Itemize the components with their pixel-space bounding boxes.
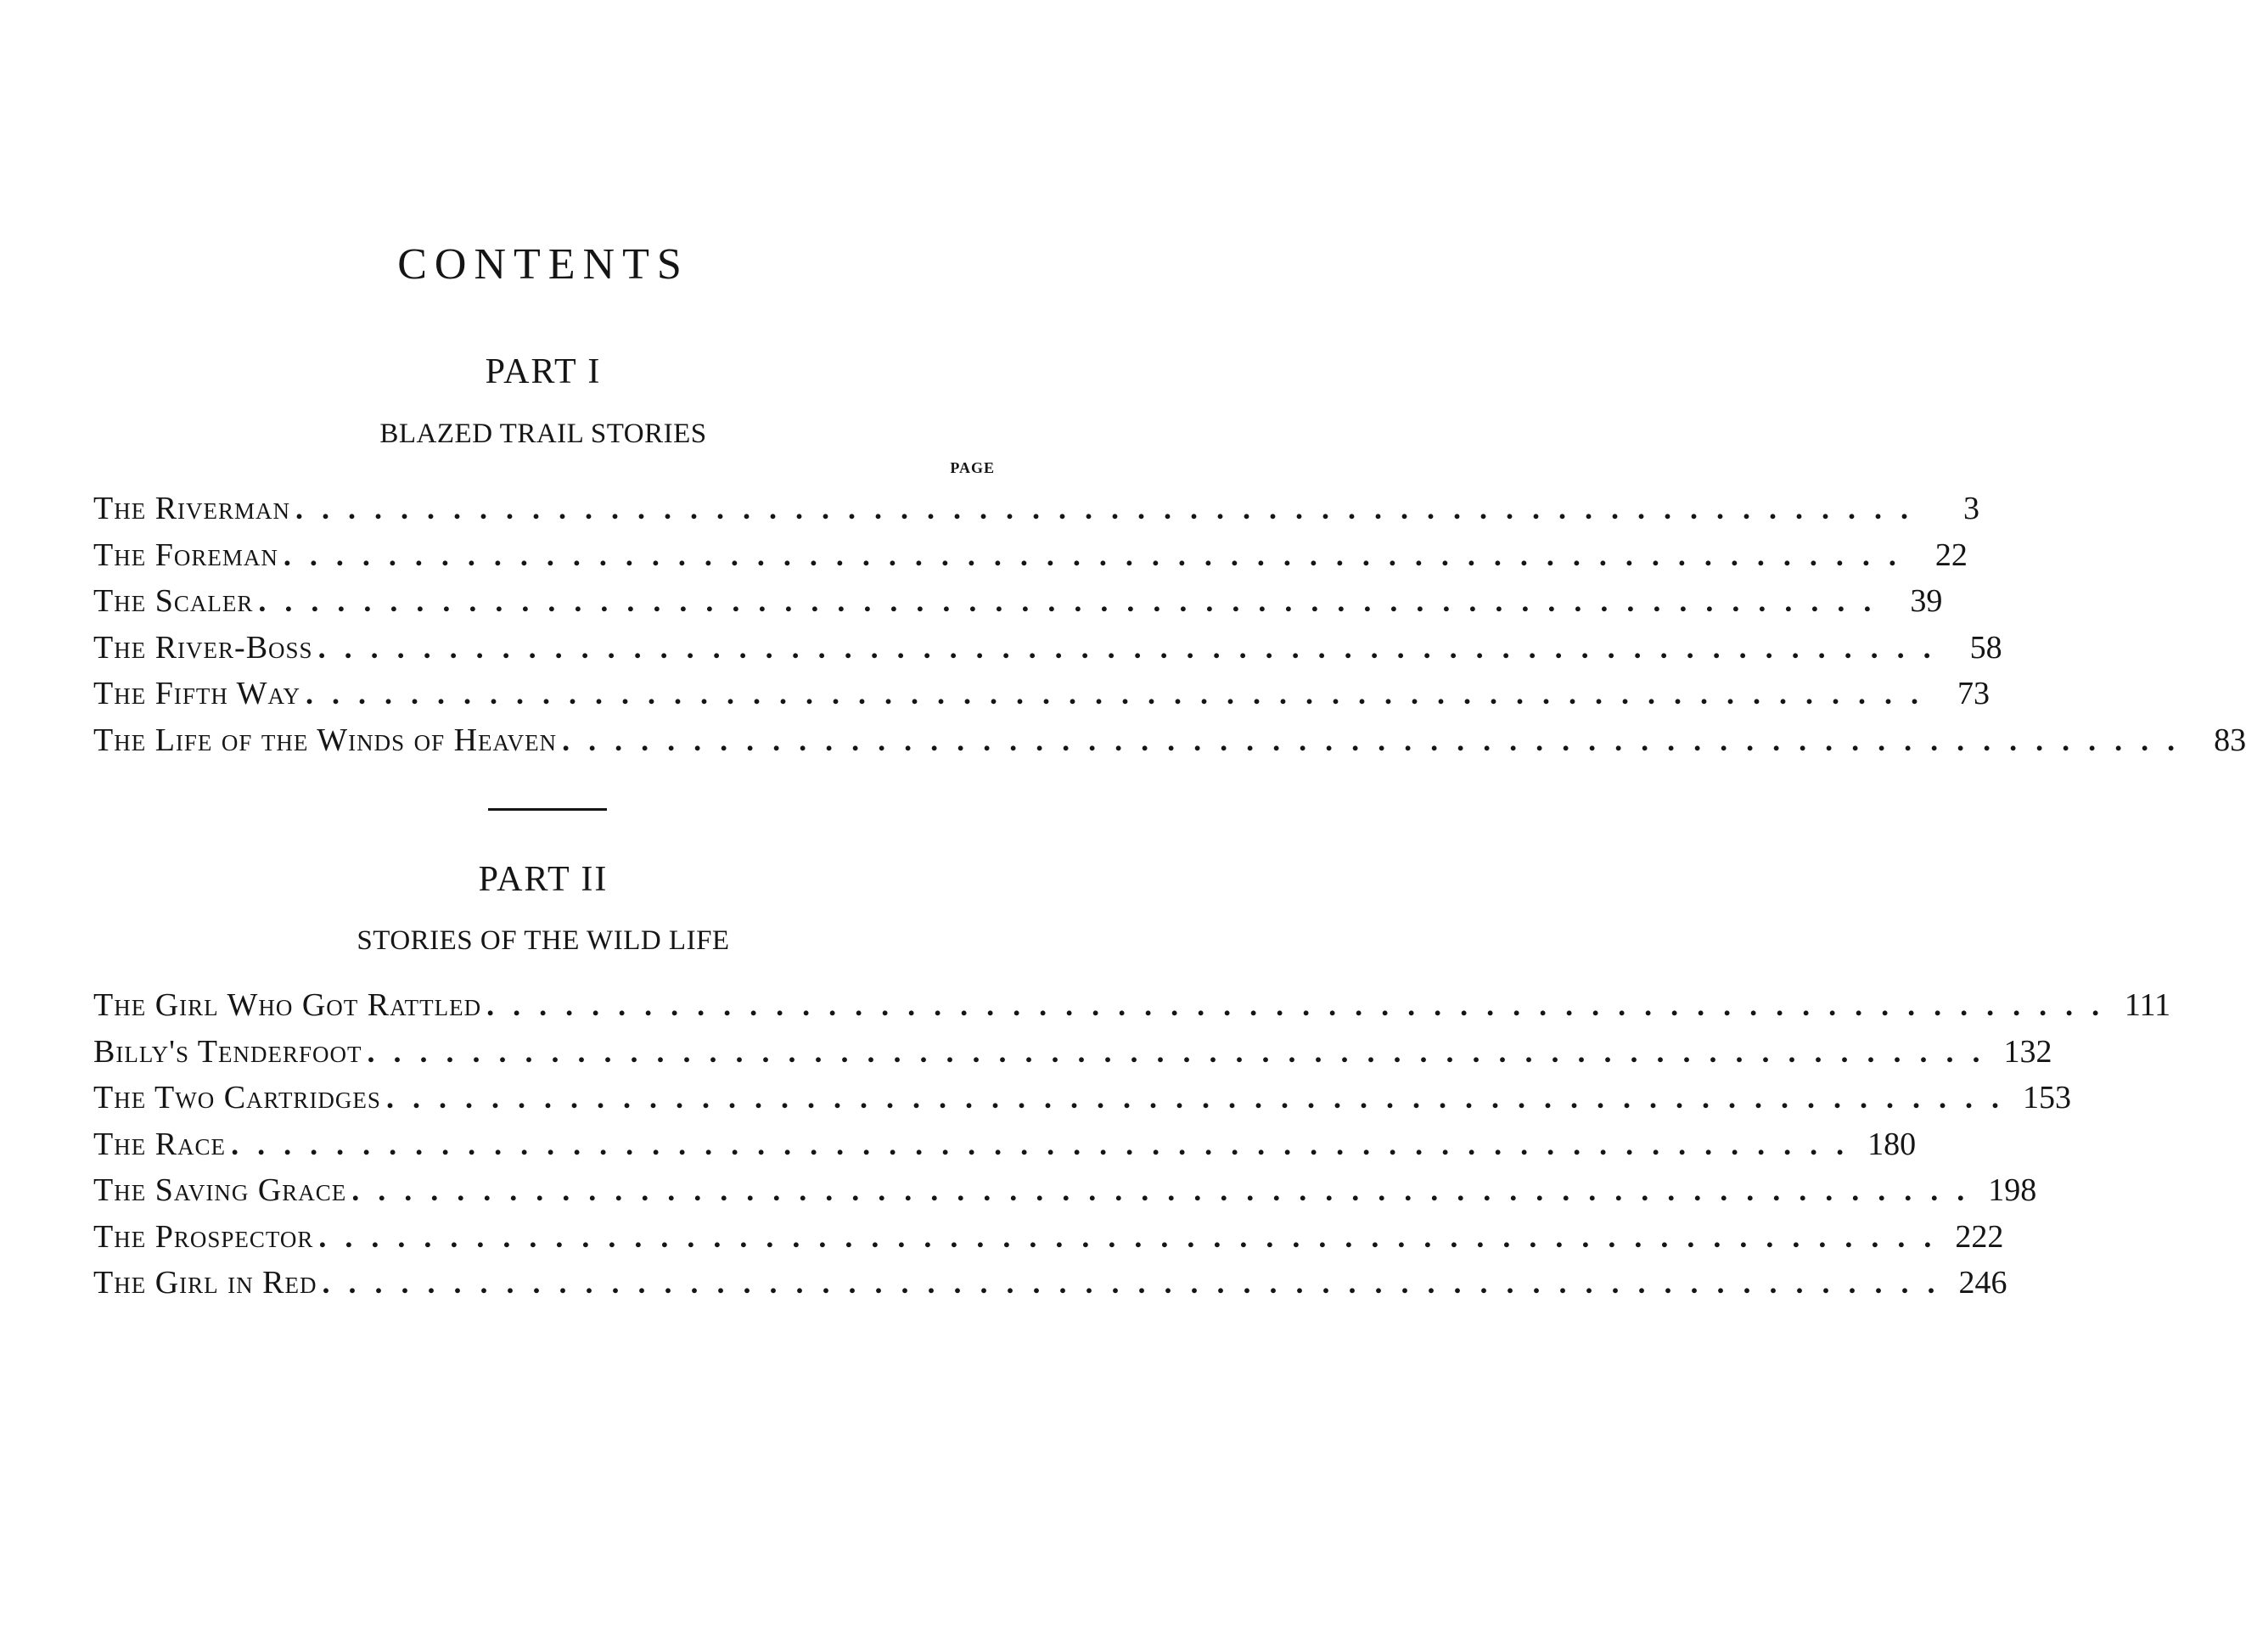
toc-entry-title: The Prospector (93, 1218, 314, 1255)
leader-dots: .............................................................. (231, 1127, 1863, 1161)
toc-entry-page: 58 (1969, 629, 2002, 666)
leader-dots: .............................................................. (351, 1173, 1984, 1207)
toc-entry-page: 132 (2003, 1033, 2052, 1070)
toc-entry[interactable] (93, 717, 2246, 764)
toc-entry-page: 222 (1955, 1218, 2004, 1255)
part-1-heading: PART I (485, 352, 602, 391)
toc-entry-page: 153 (2022, 1080, 2071, 1115)
section-divider (488, 808, 607, 811)
toc-entry-page: 180 (1867, 1126, 1917, 1162)
toc-entry[interactable] (93, 1167, 2037, 1214)
toc-entry-title: The River-Boss (93, 629, 313, 666)
toc-entry-title: The Foreman (93, 537, 278, 573)
toc-entry[interactable] (93, 671, 1991, 717)
leader-dots: .............................................................. (322, 1266, 1954, 1300)
toc-entry[interactable] (93, 1075, 2071, 1121)
page-column-label: PAGE (950, 459, 995, 476)
toc-entry-page: 246 (1958, 1265, 2007, 1301)
toc-entry-title: The Two Cartridges (93, 1080, 381, 1115)
toc-entry-title: The Life of the Winds of Heaven (93, 722, 558, 758)
toc-entry-page: 111 (2124, 987, 2171, 1023)
toc-entry-title: The Girl in Red (93, 1265, 317, 1301)
toc-entry[interactable] (93, 578, 1943, 625)
leader-dots: .............................................................. (283, 537, 1915, 572)
leader-dots: .............................................................. (318, 1219, 1951, 1254)
toc-entry-page: 83 (2214, 722, 2246, 758)
toc-entry-page: 73 (1957, 676, 1991, 711)
leader-dots: .............................................................. (258, 584, 1890, 618)
part-1-entries (93, 486, 2246, 763)
leader-dots: .............................................................. (367, 1034, 1999, 1069)
contents-title: CONTENTS (397, 240, 689, 289)
part-2-entries (93, 982, 2171, 1306)
toc-entry[interactable] (93, 625, 2002, 671)
toc-entry-title: The Girl Who Got Rattled (93, 987, 482, 1023)
part-2-subtitle: STORIES OF THE WILD LIFE (357, 925, 730, 956)
toc-entry[interactable] (93, 1029, 2052, 1076)
toc-entry-page: 3 (1963, 491, 1980, 526)
toc-entry[interactable] (93, 1260, 2007, 1306)
toc-entry-page: 22 (1934, 537, 1968, 573)
toc-entry-title: The Race (93, 1126, 227, 1162)
toc-entry[interactable] (93, 486, 1980, 532)
leader-dots: .............................................................. (317, 630, 1950, 665)
leader-dots: .............................................................. (295, 492, 1928, 525)
toc-entry-title: Billy's Tenderfoot (93, 1033, 362, 1070)
toc-entry-page: 39 (1910, 583, 1943, 619)
toc-entry-title: The Scaler (93, 583, 254, 619)
leader-dots: .............................................................. (385, 1081, 2018, 1115)
toc-entry-title: The Riverman (93, 491, 291, 526)
part-2-heading: PART II (478, 860, 609, 899)
toc-entry[interactable] (93, 982, 2171, 1029)
part-1-subtitle: BLAZED TRAIL STORIES (379, 419, 707, 449)
toc-entry[interactable] (93, 1121, 1917, 1168)
leader-dots: .............................................................. (306, 677, 1938, 711)
toc-entry-page: 198 (1988, 1172, 2037, 1208)
toc-entry-title: The Saving Grace (93, 1172, 347, 1208)
toc-entry-title: The Fifth Way (93, 676, 301, 711)
leader-dots: .............................................................. (486, 988, 2119, 1022)
leader-dots: .............................................................. (562, 722, 2194, 757)
toc-entry[interactable] (93, 1214, 2004, 1261)
toc-entry[interactable] (93, 532, 1968, 579)
